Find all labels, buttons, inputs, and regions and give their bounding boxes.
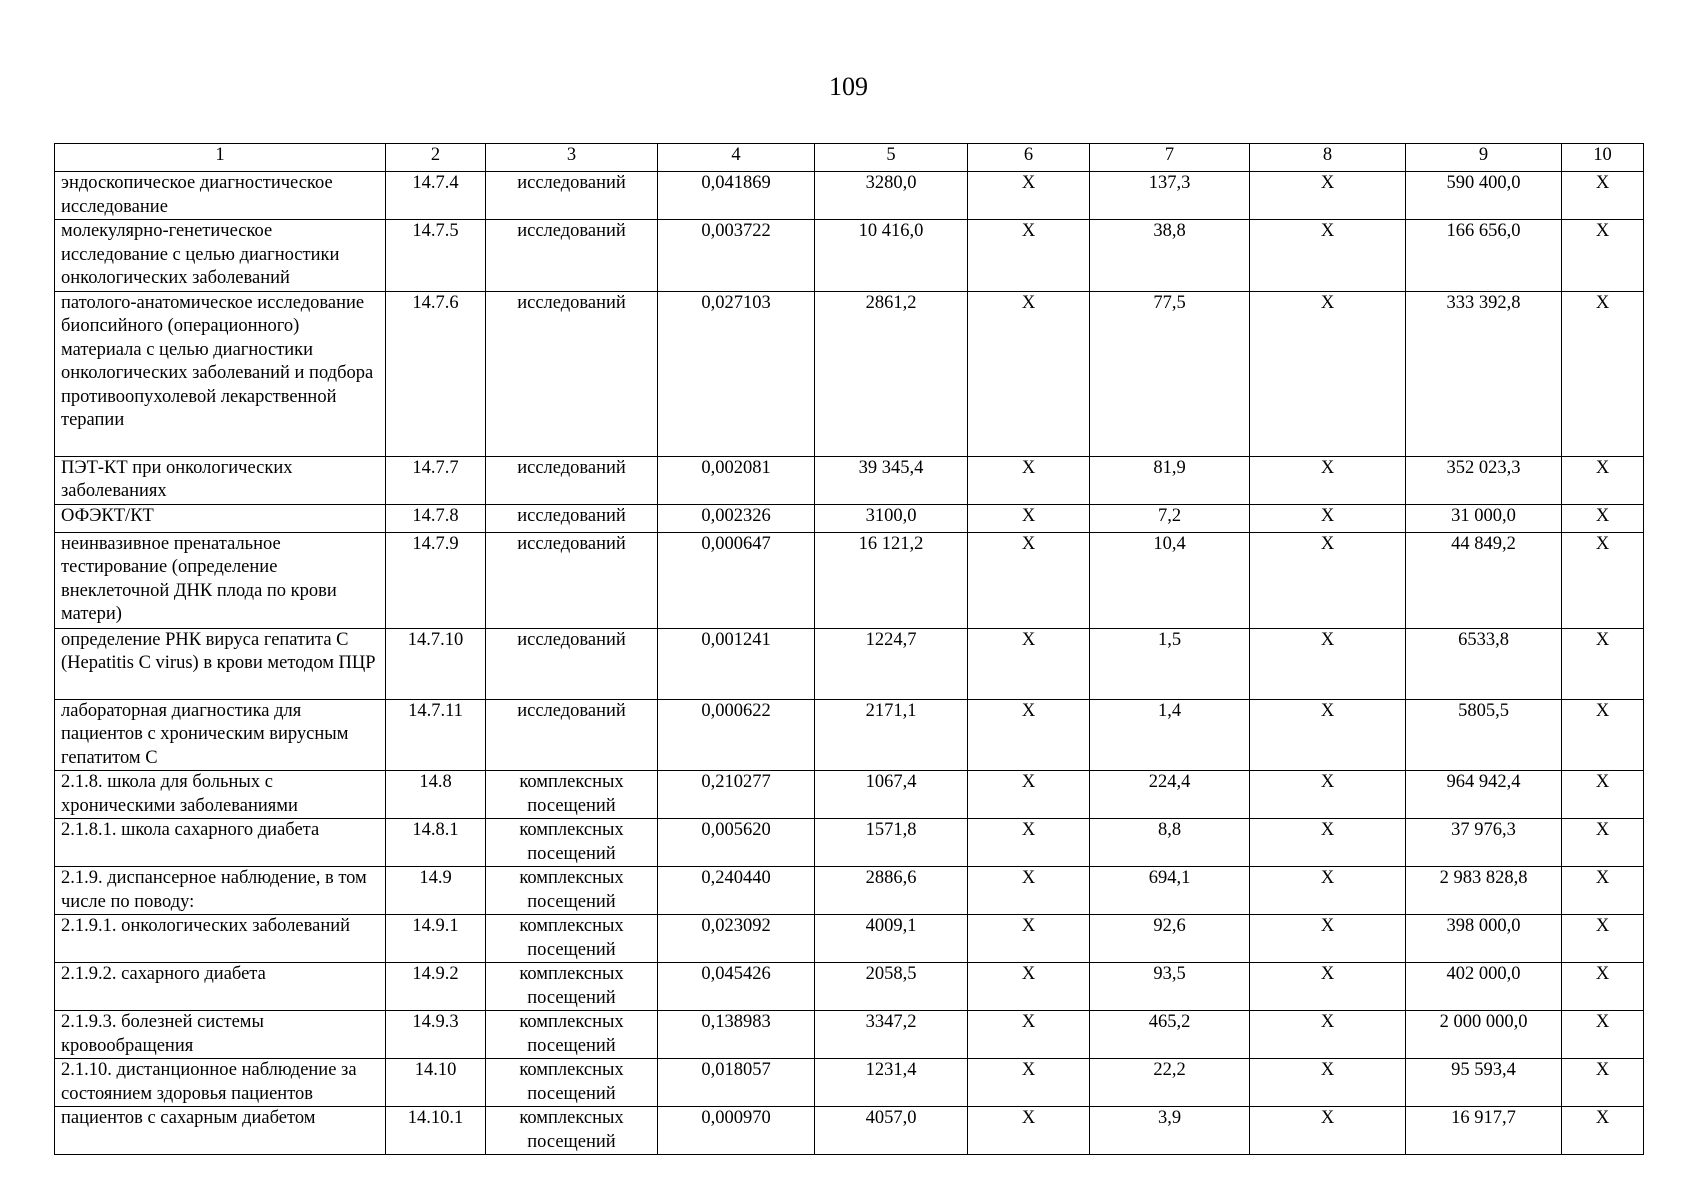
value-cell: Х (1250, 963, 1406, 1011)
value-cell: 4009,1 (815, 915, 968, 963)
table-row (55, 532, 1644, 628)
value-cell: Х (1250, 819, 1406, 867)
value-cell: Х (968, 172, 1090, 220)
table-row (55, 220, 1644, 292)
value-cell: Х (1250, 291, 1406, 456)
table-row (55, 1107, 1644, 1155)
value-cell: 224,4 (1090, 771, 1250, 819)
value-cell: Х (1250, 628, 1406, 699)
value-cell: Х (1250, 456, 1406, 504)
value-cell: Х (1250, 1011, 1406, 1059)
value-cell: 590 400,0 (1406, 172, 1562, 220)
value-cell: 2 000 000,0 (1406, 1011, 1562, 1059)
code-cell: 14.7.9 (386, 532, 486, 628)
value-cell: Х (968, 532, 1090, 628)
table-row (55, 963, 1644, 1011)
table-row (55, 291, 1644, 456)
value-cell: Х (968, 819, 1090, 867)
unit-cell: исследований (486, 172, 658, 220)
value-cell: 92,6 (1090, 915, 1250, 963)
code-cell: 14.7.4 (386, 172, 486, 220)
row-name-cell: 2.1.9.2. сахарного диабета (55, 963, 386, 1011)
column-header: 4 (658, 144, 815, 172)
unit-cell: комплексных посещений (486, 771, 658, 819)
value-cell: 333 392,8 (1406, 291, 1562, 456)
row-name-cell: 2.1.10. дистанционное наблюдение за состоянием здоровья пациентов (55, 1059, 386, 1107)
column-header: 2 (386, 144, 486, 172)
value-cell: Х (1562, 1059, 1644, 1107)
value-cell: Х (1562, 963, 1644, 1011)
value-cell: 0,138983 (658, 1011, 815, 1059)
table-row (55, 172, 1644, 220)
code-cell: 14.7.6 (386, 291, 486, 456)
code-cell: 14.7.7 (386, 456, 486, 504)
value-cell: Х (1562, 1107, 1644, 1155)
code-cell: 14.9.1 (386, 915, 486, 963)
value-cell: 465,2 (1090, 1011, 1250, 1059)
value-cell: Х (968, 867, 1090, 915)
row-name-cell: ПЭТ-КТ при онкологических заболеваниях (55, 456, 386, 504)
table-row (55, 1059, 1644, 1107)
value-cell: Х (968, 963, 1090, 1011)
row-name-cell: 2.1.9.3. болезней системы кровообращения (55, 1011, 386, 1059)
value-cell: 3100,0 (815, 504, 968, 532)
value-cell: Х (1562, 771, 1644, 819)
value-cell: 0,000622 (658, 699, 815, 771)
value-cell: Х (968, 699, 1090, 771)
unit-cell: комплексных посещений (486, 819, 658, 867)
value-cell: Х (1562, 867, 1644, 915)
unit-cell: комплексных посещений (486, 867, 658, 915)
value-cell: 8,8 (1090, 819, 1250, 867)
value-cell: 398 000,0 (1406, 915, 1562, 963)
value-cell: Х (1250, 915, 1406, 963)
value-cell: 0,002326 (658, 504, 815, 532)
value-cell: 1571,8 (815, 819, 968, 867)
code-cell: 14.7.11 (386, 699, 486, 771)
value-cell: 4057,0 (815, 1107, 968, 1155)
row-name-cell: 2.1.9.1. онкологических заболеваний (55, 915, 386, 963)
value-cell: 1067,4 (815, 771, 968, 819)
value-cell: 31 000,0 (1406, 504, 1562, 532)
column-header: 5 (815, 144, 968, 172)
row-name-cell: эндоскопическое диагностическое исследование (55, 172, 386, 220)
value-cell: Х (968, 504, 1090, 532)
value-cell: Х (1250, 220, 1406, 292)
code-cell: 14.10 (386, 1059, 486, 1107)
value-cell: Х (968, 1059, 1090, 1107)
unit-cell: исследований (486, 456, 658, 504)
code-cell: 14.9 (386, 867, 486, 915)
value-cell: 93,5 (1090, 963, 1250, 1011)
value-cell: Х (1562, 220, 1644, 292)
value-cell: 0,000970 (658, 1107, 815, 1155)
row-name-cell: 2.1.9. диспансерное наблюдение, в том числе по поводу: (55, 867, 386, 915)
value-cell: Х (1562, 628, 1644, 699)
value-cell: 3347,2 (815, 1011, 968, 1059)
row-name-cell: определение РНК вируса гепатита С (Hepatitis C virus) в крови методом ПЦР (55, 628, 386, 699)
value-cell: 3280,0 (815, 172, 968, 220)
value-cell: 694,1 (1090, 867, 1250, 915)
table-row (55, 504, 1644, 532)
value-cell: 1,4 (1090, 699, 1250, 771)
value-cell: 0,041869 (658, 172, 815, 220)
value-cell: 0,045426 (658, 963, 815, 1011)
table-row (55, 915, 1644, 963)
value-cell: Х (1562, 172, 1644, 220)
value-cell: 0,023092 (658, 915, 815, 963)
row-name-cell: молекулярно-генетическое исследование с целью диагностики онкологических заболеваний (55, 220, 386, 292)
value-cell: 0,000647 (658, 532, 815, 628)
value-cell: 10,4 (1090, 532, 1250, 628)
code-cell: 14.7.10 (386, 628, 486, 699)
row-name-cell: патолого-анатомическое исследование биопсийного (операционного) материала с целью диагностики онкологических заболеваний и подбора противоопухолевой лекарственной терапии (55, 291, 386, 456)
column-header: 3 (486, 144, 658, 172)
value-cell: Х (968, 915, 1090, 963)
row-name-cell: пациентов с сахарным диабетом (55, 1107, 386, 1155)
table-row (55, 771, 1644, 819)
value-cell: 2 983 828,8 (1406, 867, 1562, 915)
column-header: 8 (1250, 144, 1406, 172)
code-cell: 14.10.1 (386, 1107, 486, 1155)
value-cell: 964 942,4 (1406, 771, 1562, 819)
unit-cell: исследований (486, 699, 658, 771)
row-name-cell: 2.1.8. школа для больных с хроническими заболеваниями (55, 771, 386, 819)
row-name-cell: ОФЭКТ/КТ (55, 504, 386, 532)
code-cell: 14.9.2 (386, 963, 486, 1011)
value-cell: Х (968, 1011, 1090, 1059)
value-cell: 166 656,0 (1406, 220, 1562, 292)
value-cell: Х (1562, 504, 1644, 532)
code-cell: 14.8 (386, 771, 486, 819)
value-cell: Х (1562, 915, 1644, 963)
value-cell: 38,8 (1090, 220, 1250, 292)
value-cell: 2861,2 (815, 291, 968, 456)
row-name-cell: лабораторная диагностика для пациентов с хроническим вирусным гепатитом С (55, 699, 386, 771)
value-cell: 2058,5 (815, 963, 968, 1011)
value-cell: 0,002081 (658, 456, 815, 504)
value-cell: 0,240440 (658, 867, 815, 915)
value-cell: Х (968, 220, 1090, 292)
unit-cell: комплексных посещений (486, 963, 658, 1011)
value-cell: 3,9 (1090, 1107, 1250, 1155)
value-cell: 16 121,2 (815, 532, 968, 628)
value-cell: Х (1562, 456, 1644, 504)
header-row (55, 144, 1644, 172)
value-cell: Х (968, 1107, 1090, 1155)
value-cell: 0,210277 (658, 771, 815, 819)
table-row (55, 456, 1644, 504)
unit-cell: комплексных посещений (486, 915, 658, 963)
value-cell: 0,027103 (658, 291, 815, 456)
value-cell: 39 345,4 (815, 456, 968, 504)
data-table (54, 143, 1644, 1155)
value-cell: 2171,1 (815, 699, 968, 771)
value-cell: Х (1250, 172, 1406, 220)
value-cell: 77,5 (1090, 291, 1250, 456)
unit-cell: исследований (486, 532, 658, 628)
value-cell: 10 416,0 (815, 220, 968, 292)
value-cell: 81,9 (1090, 456, 1250, 504)
unit-cell: комплексных посещений (486, 1107, 658, 1155)
column-header: 1 (55, 144, 386, 172)
code-cell: 14.9.3 (386, 1011, 486, 1059)
value-cell: Х (1562, 699, 1644, 771)
value-cell: 0,005620 (658, 819, 815, 867)
code-cell: 14.8.1 (386, 819, 486, 867)
value-cell: Х (1250, 1059, 1406, 1107)
value-cell: 2886,6 (815, 867, 968, 915)
unit-cell: комплексных посещений (486, 1011, 658, 1059)
value-cell: 1224,7 (815, 628, 968, 699)
column-header: 7 (1090, 144, 1250, 172)
column-header: 6 (968, 144, 1090, 172)
table-row (55, 628, 1644, 699)
value-cell: Х (1562, 532, 1644, 628)
column-header: 9 (1406, 144, 1562, 172)
value-cell: 22,2 (1090, 1059, 1250, 1107)
column-header: 10 (1562, 144, 1644, 172)
value-cell: 5805,5 (1406, 699, 1562, 771)
unit-cell: комплексных посещений (486, 1059, 658, 1107)
value-cell: 95 593,4 (1406, 1059, 1562, 1107)
table-row (55, 699, 1644, 771)
unit-cell: исследований (486, 628, 658, 699)
value-cell: 0,001241 (658, 628, 815, 699)
value-cell: Х (1250, 532, 1406, 628)
unit-cell: исследований (486, 291, 658, 456)
value-cell: Х (1562, 1011, 1644, 1059)
value-cell: 0,003722 (658, 220, 815, 292)
value-cell: Х (1250, 771, 1406, 819)
row-name-cell: 2.1.8.1. школа сахарного диабета (55, 819, 386, 867)
page-number: 109 (829, 72, 868, 101)
value-cell: 402 000,0 (1406, 963, 1562, 1011)
row-name-cell: неинвазивное пренатальное тестирование (определение внеклеточной ДНК плода по крови матери) (55, 532, 386, 628)
value-cell: Х (1250, 504, 1406, 532)
value-cell: 1,5 (1090, 628, 1250, 699)
value-cell: 16 917,7 (1406, 1107, 1562, 1155)
unit-cell: исследований (486, 504, 658, 532)
value-cell: 137,3 (1090, 172, 1250, 220)
value-cell: Х (1562, 819, 1644, 867)
value-cell: Х (968, 628, 1090, 699)
value-cell: 6533,8 (1406, 628, 1562, 699)
table-row (55, 1011, 1644, 1059)
code-cell: 14.7.5 (386, 220, 486, 292)
unit-cell: исследований (486, 220, 658, 292)
value-cell: 352 023,3 (1406, 456, 1562, 504)
value-cell: Х (1250, 699, 1406, 771)
value-cell: Х (968, 771, 1090, 819)
value-cell: Х (1562, 291, 1644, 456)
value-cell: 7,2 (1090, 504, 1250, 532)
value-cell: 0,018057 (658, 1059, 815, 1107)
value-cell: 1231,4 (815, 1059, 968, 1107)
value-cell: Х (968, 456, 1090, 504)
value-cell: Х (1250, 1107, 1406, 1155)
value-cell: 44 849,2 (1406, 532, 1562, 628)
table-row (55, 819, 1644, 867)
value-cell: Х (968, 291, 1090, 456)
value-cell: Х (1250, 867, 1406, 915)
table-row (55, 867, 1644, 915)
value-cell: 37 976,3 (1406, 819, 1562, 867)
code-cell: 14.7.8 (386, 504, 486, 532)
